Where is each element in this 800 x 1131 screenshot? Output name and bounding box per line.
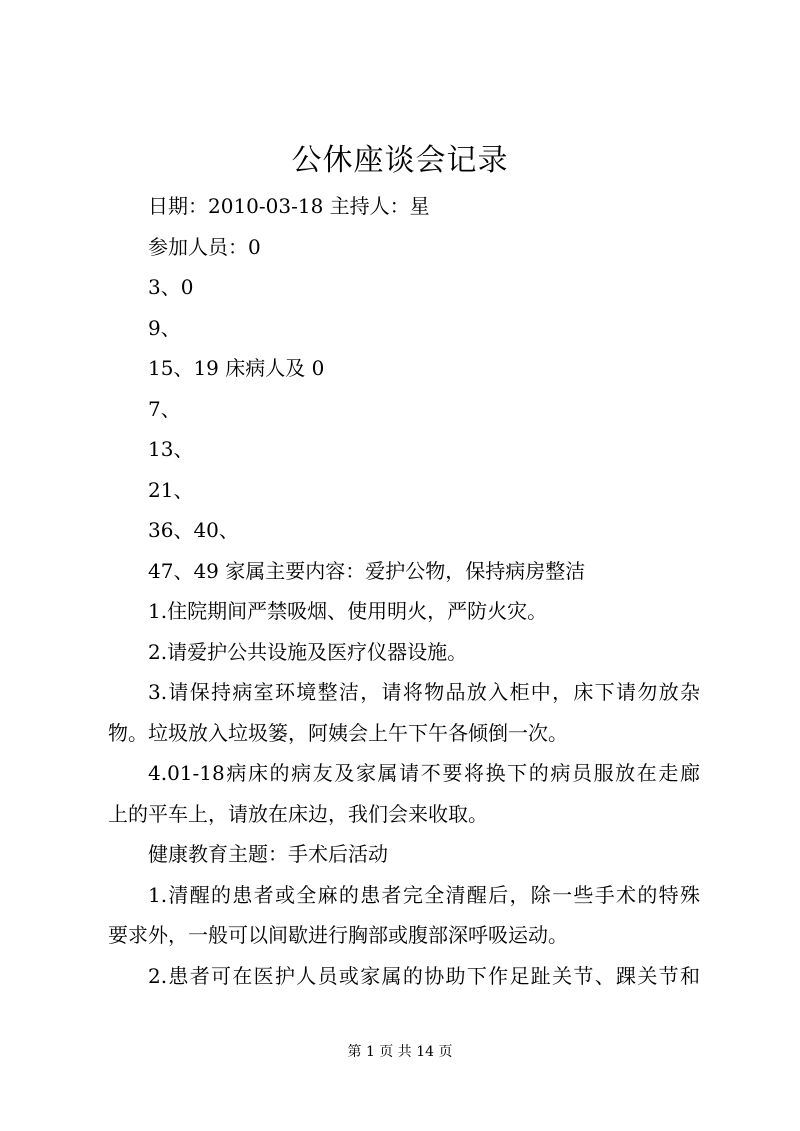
education-item-1: 1.清醒的患者或全麻的患者完全清醒后，除一些手术的特殊 (148, 882, 700, 907)
rule-item-4: 4.01-18病床的病友及家属请不要将换下的病员服放在走廊 (148, 761, 700, 785)
rule-item-3-continued: 物。垃圾放入垃圾篓，阿姨会上午下午各倾倒一次。 (108, 720, 568, 745)
participants-line: 3、0 (148, 275, 194, 299)
rule-item-2: 2.请爱护公共设施及医疗仪器设施。 (148, 639, 468, 664)
participants-line: 21、 (148, 477, 194, 502)
rule-item-1: 1.住院期间严禁吸烟、使用明火，严防火灾。 (148, 599, 548, 623)
page-number-footer: 第 1 页 共 14 页 (347, 1044, 453, 1060)
education-item-1-continued: 要求外，一般可以间歇进行胸部或腹部深呼吸运动。 (108, 923, 568, 947)
participants-line: 13、 (148, 437, 194, 461)
document-title: 公休座谈会记录 (291, 143, 509, 178)
rule-item-3: 3.请保持病室环境整洁，请将物品放入柜中，床下请勿放杂 (148, 680, 700, 704)
participants-line: 15、19 床病人及 0 (148, 356, 325, 380)
document-body (108, 186, 700, 996)
participants-line: 7、 (148, 396, 181, 421)
health-education-topic: 健康教育主题：手术后活动 (148, 842, 388, 866)
participants-line: 参加人员：0 (148, 234, 261, 259)
participants-line: 9、 (148, 315, 181, 340)
participants-line: 36、40、 (148, 518, 239, 542)
main-content-line: 47、49 家属主要内容：爱护公物，保持病房整洁 (148, 558, 586, 583)
meeting-date-line: 日期：2010-03-18 主持人：星 (148, 194, 430, 218)
rule-item-4-continued: 上的平车上，请放在床边，我们会来收取。 (108, 801, 488, 826)
education-item-2: 2.患者可在医护人员或家属的协助下作足趾关节、踝关节和 (148, 963, 700, 988)
